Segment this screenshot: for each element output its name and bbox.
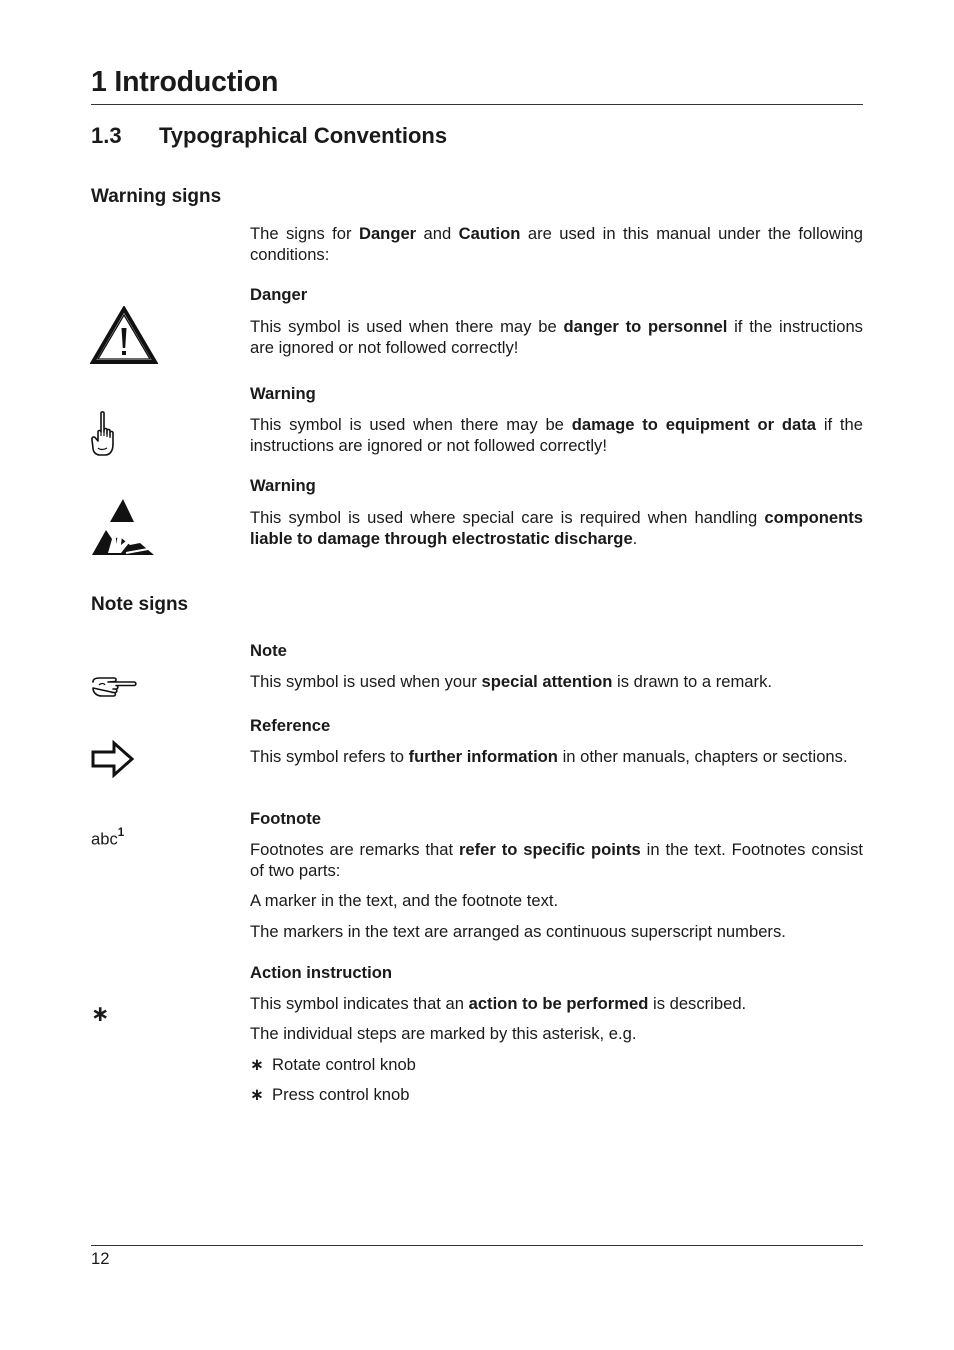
warning-esd-title: Warning	[250, 476, 316, 495]
raised-finger-hand-icon	[88, 410, 118, 463]
danger-title: Danger	[250, 285, 308, 304]
page-number: 12	[91, 1249, 110, 1268]
asterisk-icon: ∗	[91, 1002, 110, 1027]
footnote-symbol-text: abc	[91, 829, 118, 849]
intro-text: The signs for	[250, 224, 359, 243]
warning-equipment-title: Warning	[250, 384, 316, 403]
header-rule	[91, 104, 863, 105]
footnote-description	[250, 839, 863, 881]
note-title: Note	[250, 641, 287, 660]
footnote-text: in the text. Footnotes consist of two parts:	[250, 840, 863, 880]
action-bold: action to be performed	[468, 994, 649, 1013]
equipment-text: This symbol is used when there may be	[250, 415, 572, 434]
equipment-text: if the instructions are ignored or not followed correctly!	[250, 415, 864, 455]
esd-bold: components liable to damage through electrostatic discharge	[250, 508, 863, 548]
reference-text: This symbol refers to	[250, 747, 409, 766]
esd-text: .	[632, 529, 638, 548]
action-line-2: The individual steps are marked by this asterisk, e.g.	[250, 1024, 637, 1043]
footer-rule	[91, 1245, 863, 1246]
intro-text: and	[416, 224, 459, 243]
warning-triangle-icon	[90, 306, 158, 369]
esd-text: This symbol is used where special care is required when handling	[250, 508, 765, 527]
step-text: Press control knob	[272, 1085, 410, 1104]
chapter-title: 1 Introduction	[91, 66, 279, 98]
footnote-line-3: The markers in the text are arranged as continuous superscript numbers.	[250, 922, 786, 941]
section-name: Typographical Conventions	[159, 123, 448, 148]
action-text: This symbol indicates that an	[250, 994, 469, 1013]
warning-equipment-description	[250, 414, 863, 456]
arrow-right-icon	[90, 740, 136, 783]
danger-description	[250, 316, 863, 358]
intro-danger-bold: Danger	[358, 224, 417, 243]
action-step	[250, 1054, 863, 1075]
note-signs-heading: Note signs	[91, 594, 189, 615]
footnote-symbol-sup: 1	[117, 827, 125, 839]
reference-description	[250, 746, 863, 767]
action-description	[250, 993, 863, 1014]
note-description	[250, 671, 863, 692]
footnote-text: Footnotes are remarks that	[250, 840, 459, 859]
step-text: Rotate control knob	[272, 1055, 416, 1074]
footnote-symbol	[91, 829, 124, 850]
pointing-hand-icon	[90, 673, 138, 706]
footnote-line-2: A marker in the text, and the footnote text.	[250, 891, 559, 910]
note-text: This symbol is used when your	[250, 672, 482, 691]
reference-bold: further information	[408, 747, 558, 766]
step-asterisk-icon: ∗	[250, 1085, 264, 1104]
equipment-bold: damage to equipment or data	[571, 415, 816, 434]
footnote-title: Footnote	[250, 809, 321, 828]
warning-intro	[250, 223, 863, 265]
reference-title: Reference	[250, 716, 331, 735]
esd-hand-triangle-icon	[90, 497, 156, 562]
note-text: is drawn to a remark.	[612, 672, 772, 691]
intro-caution-bold: Caution	[458, 224, 521, 243]
footnote-bold: refer to specific points	[458, 840, 641, 859]
action-text: is described.	[648, 994, 747, 1013]
warning-signs-heading: Warning signs	[91, 186, 222, 207]
reference-text: in other manuals, chapters or sections.	[557, 747, 848, 766]
danger-text: if the instructions are ignored or not followed correctly!	[250, 317, 863, 357]
danger-text: This symbol is used when there may be	[250, 317, 564, 336]
note-bold: special attention	[481, 672, 613, 691]
intro-text: are used in this manual under the following conditions:	[250, 224, 863, 264]
warning-esd-description	[250, 507, 863, 549]
step-asterisk-icon: ∗	[250, 1055, 264, 1074]
action-step	[250, 1084, 863, 1105]
section-number: 1.3	[91, 123, 122, 148]
action-title: Action instruction	[250, 963, 392, 982]
section-title	[91, 123, 447, 149]
danger-bold: danger to personnel	[563, 317, 728, 336]
